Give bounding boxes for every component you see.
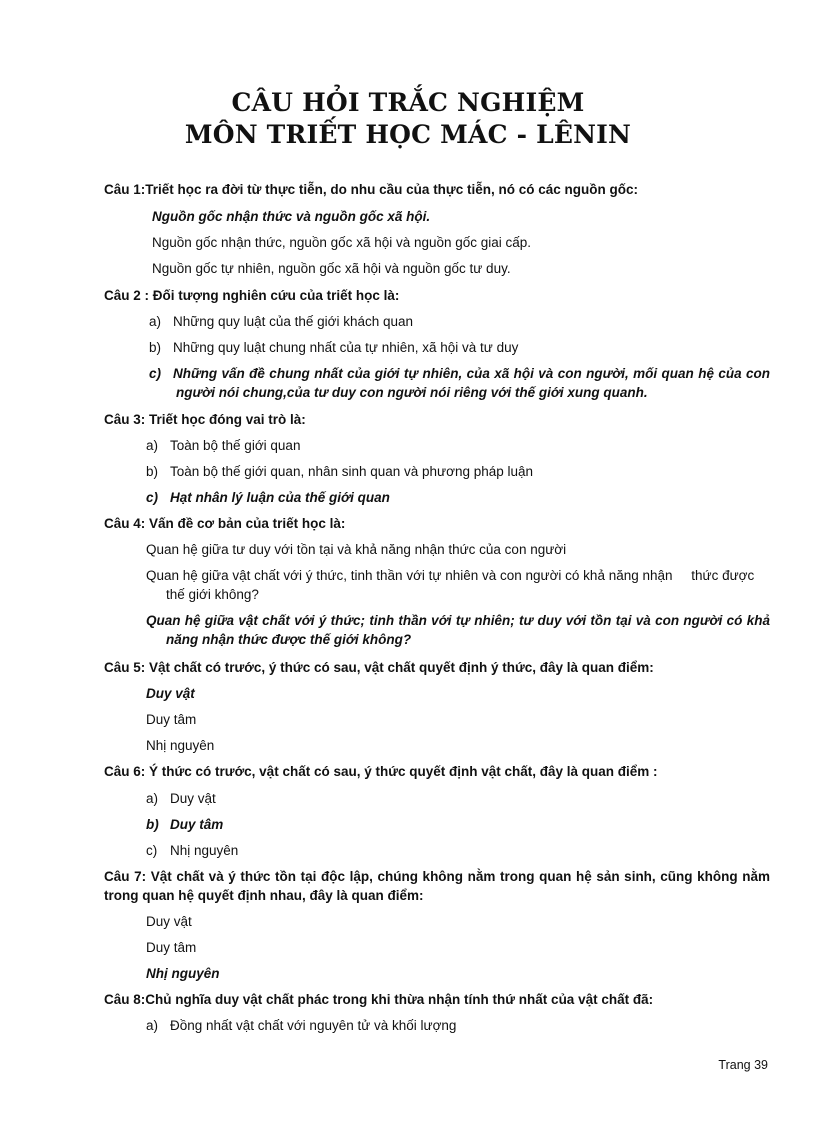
q7-option-3: Nhị nguyên <box>146 966 220 981</box>
q5-option-2: Duy tâm <box>146 712 197 727</box>
q2-option-b <box>149 338 769 357</box>
question-3: Câu 3: Triết học đóng vai trò là: <box>104 412 306 427</box>
q2-option-c-text: Những vấn đề chung nhất của giới tự nhiên, của xã hội và con người, mối quan hệ của con người nói chung,của tư duy con người nói riêng với thế giới xung quanh. <box>173 366 770 400</box>
q8-option-a-text: Đồng nhất vật chất với nguyên tử và khối lượng <box>170 1018 457 1033</box>
q3-option-c <box>146 488 766 507</box>
q6-option-a <box>146 789 216 808</box>
q5-option-3: Nhị nguyên <box>146 738 215 753</box>
q2-option-c-label: c) <box>149 366 162 381</box>
q2-option-a-text: Những quy luật của thế giới khách quan <box>173 314 414 329</box>
q6-option-c <box>146 841 238 860</box>
q4-option-2: Quan hệ giữa vật chất với ý thức, tinh thần với tự nhiên và con người có khả năng nhận thức được thế giới không? <box>146 568 758 602</box>
title-line-2: MÔN TRIẾT HỌC MÁC - LÊNIN <box>184 120 632 149</box>
q6-option-b-text: Duy tâm <box>170 817 224 832</box>
question-1: Câu 1:Triết học ra đời từ thực tiễn, do nhu cầu của thực tiễn, nó có các nguồn gốc: <box>104 182 638 197</box>
q6-option-a-label: a) <box>146 791 159 806</box>
q3-option-b <box>146 462 766 481</box>
q4-option-3: Quan hệ giữa vật chất với ý thức; tinh thần với tự nhiên; tư duy với tồn tại và con người có khả năng nhận thức được thế giới không? <box>146 613 770 647</box>
q1-option-3: Nguồn gốc tự nhiên, nguồn gốc xã hội và nguồn gốc tư duy. <box>152 261 511 276</box>
q3-option-a-label: a) <box>146 438 159 453</box>
q7-option-2: Duy tâm <box>146 940 197 955</box>
q8-option-a <box>146 1016 456 1035</box>
q8-option-a-label: a) <box>146 1018 159 1033</box>
q1-option-2: Nguồn gốc nhận thức, nguồn gốc xã hội và nguồn gốc giai cấp. <box>152 235 532 250</box>
question-4: Câu 4: Vấn đề cơ bản của triết học là: <box>104 516 346 531</box>
title-line-1: CÂU HỎI TRẮC NGHIỆM <box>231 88 585 117</box>
q3-option-c-label: c) <box>146 490 159 505</box>
q3-option-a-text: Toàn bộ thế giới quan <box>170 438 301 453</box>
q7-option-1: Duy vật <box>146 914 192 929</box>
q1-option-1: Nguồn gốc nhận thức và nguồn gốc xã hội. <box>152 209 431 224</box>
q3-option-c-text: Hạt nhân lý luận của thế giới quan <box>170 490 390 505</box>
q3-option-b-label: b) <box>146 464 159 479</box>
q6-option-b <box>146 815 223 834</box>
q6-option-c-label: c) <box>146 843 158 858</box>
question-2: Câu 2 : Đối tượng nghiên cứu của triết học là: <box>104 288 400 303</box>
q2-option-a <box>149 312 769 331</box>
q6-option-a-text: Duy vật <box>170 791 216 806</box>
q3-option-b-text: Toàn bộ thế giới quan, nhân sinh quan và phương pháp luận <box>170 464 534 479</box>
question-7: Câu 7: Vật chất và ý thức tồn tại độc lập, chúng không nằm trong quan hệ sản sinh, cũng không nằm trong quan hệ quyết định nhau, đây là quan điểm: <box>104 869 770 903</box>
q5-option-1: Duy vật <box>146 686 195 701</box>
q6-option-b-label: b) <box>146 817 159 832</box>
q2-option-b-label: b) <box>149 340 162 355</box>
q2-option-a-label: a) <box>149 314 162 329</box>
q3-option-a <box>146 436 766 455</box>
question-6: Câu 6: Ý thức có trước, vật chất có sau, ý thức quyết định vật chất, đây là quan điểm : <box>104 764 658 779</box>
q6-option-c-text: Nhị nguyên <box>170 843 239 858</box>
question-8: Câu 8:Chủ nghĩa duy vật chất phác trong khi thừa nhận tính thứ nhất của vật chất đã: <box>104 992 654 1007</box>
question-5: Câu 5: Vật chất có trước, ý thức có sau, vật chất quyết định ý thức, đây là quan điểm: <box>104 660 654 675</box>
q4-option-1: Quan hệ giữa tư duy với tồn tại và khả năng nhận thức của con người <box>146 542 567 557</box>
q2-option-b-text: Những quy luật chung nhất của tự nhiên, xã hội và tư duy <box>173 340 519 355</box>
q2-option-c <box>149 364 770 402</box>
page-number: Trang 39 <box>718 1058 768 1072</box>
